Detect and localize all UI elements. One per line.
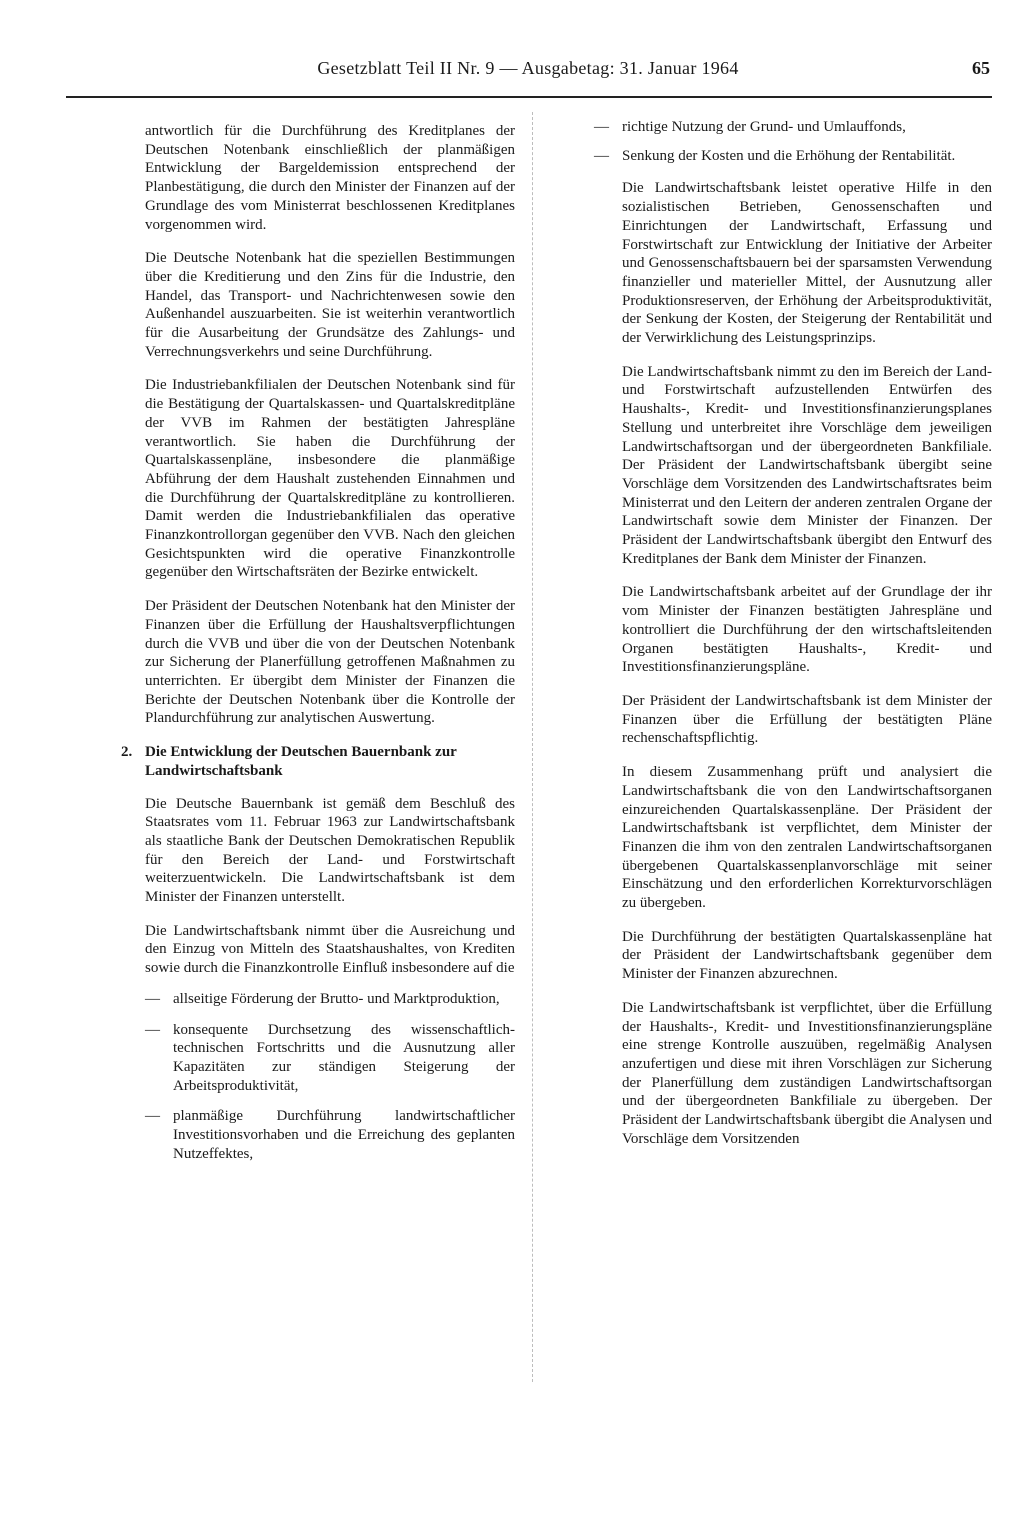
dash-bullet: — bbox=[145, 1021, 160, 1038]
paragraph: Die Deutsche Notenbank hat die speziellen Bestimmungen über die Kreditierung und den Zins für die Industrie, den Handel, das Transport- und Nachrichtenwesen sowie den Außenhandel auszuarbeiten. Sie ist weiterhin verantwortlich für die Ausarbeitung der Grundsätze des Zahlungs- und Verrechnungsverkehrs und seine Durchführung. bbox=[145, 250, 515, 360]
paragraph: antwortlich für die Durchführung des Kreditplanes der Deutschen Notenbank einschließlich der planmäßigen Entwicklung der Bargeldemission entsprechend der Planbestätigung, die durch den Minister der Finanzen auf der Grundlage des vom Ministerrat beschlossenen Kreditplanes vorgenommen wird. bbox=[145, 123, 515, 233]
dash-bullet: — bbox=[594, 147, 609, 164]
list-item bbox=[594, 118, 992, 137]
paragraph: Die Landwirtschaftsbank nimmt über die Ausreichung und den Einzug von Mitteln des Staatshaushaltes, von Krediten sowie durch die Finanzkontrolle Einfluß insbesondere auf die bbox=[145, 922, 515, 977]
paragraph: Die Deutsche Bauernbank ist gemäß dem Beschluß des Staatsrates vom 11. Februar 1963 zur Landwirtschaftsbank als staatliche Bank der Deutschen Demokratischen Republik für den Bereich der Land- und Forstwirtschaft weiterzuentwickeln. Die Landwirtschaftsbank ist dem Minister der Finanzen unterstellt. bbox=[145, 795, 515, 906]
section-heading bbox=[121, 743, 515, 780]
paragraph: Die Landwirtschaftsbank nimmt zu den im Bereich der Land- und Forstwirtschaft aufzustellenden Entwürfen des Haushalts-, Kredit- und Investitionsfinanzierungsplanes Stellung und unterbreitet ihre Vorschläge dem jeweiligen Landwirtschaftsorgan und der übergeordneten Bankfiliale. Der Präsident der Landwirtschaftsbank übergibt seine Vorschläge dem Vorsitzenden des Landwirtschaftsrates beim Ministerrat und den Leitern der anderen zentralen Organe der Landwirtschaft sowie dem Minister der Finanzen. Der Präsident der Landwirtschaftsbank übergibt den Entwurf des Kreditplanes der Bank dem Minister der Finanzen. bbox=[622, 363, 992, 567]
page-title: Gesetzblatt Teil II Nr. 9 — Ausgabetag: 31. Januar 1964 bbox=[317, 58, 739, 78]
section-number: 2. bbox=[121, 744, 133, 761]
dash-bullet: — bbox=[594, 119, 609, 135]
list-item bbox=[145, 1107, 515, 1163]
list-item bbox=[145, 1021, 515, 1096]
page-number: 65 bbox=[972, 58, 990, 78]
column-divider bbox=[532, 112, 533, 1382]
right-column bbox=[594, 118, 992, 1163]
paragraph: Die Industriebankfilialen der Deutschen Notenbank sind für die Bestätigung der Quartalskassen- und Quartalskreditpläne der VVB im Rahmen der bestätigten Jahrespläne verantwortlich. Sie haben die Durchführung der Quartalskassenpläne, insbesondere die planmäßige Abführung der dem Haushalt zustehenden Einnahmen und die Durchführung der Quartalskreditpläne zu kontrollieren. Damit werden die Industriebankfilialen das operative Finanzkontrollorgan gegenüber den VVB. Nach den gleichen Gesichtspunkten wird die operative Finanzkontrolle gegenüber den Wirtschaftsräten der Bezirke entwickelt. bbox=[145, 377, 515, 581]
list-item-text: planmäßige Durchführung landwirtschaftlicher Investitionsvorhaben und die Erreichung des geplanten Nutzeffektes, bbox=[173, 1108, 515, 1162]
paragraph: In diesem Zusammenhang prüft und analysiert die Landwirtschaftsbank die von den Landwirtschaftsorganen einzureichenden Quartalskassenpläne. Der Präsident der Landwirtschaftsbank ist verpflichtet, dem Minister der Finanzen die ihm von den zentralen Landwirtschaftsorganen übergebenen Quartalskassenplanvorschläge mit seiner Einschätzung und den erforderlichen Korrekturvorschlägen zu übergeben. bbox=[622, 764, 992, 912]
list-item bbox=[594, 147, 992, 166]
paragraph: Die Landwirtschaftsbank arbeitet auf der Grundlage der ihr vom Minister der Finanzen bestätigten Jahrespläne und kontrolliert die Durchführung der den wirtschaftsleitenden Organen bestätigten Haushalts-, Kredit- und Investitionsfinanzierungspläne. bbox=[622, 584, 992, 676]
list-item-text: konsequente Durchsetzung des wissenschaftlich-technischen Fortschritts und die Ausnutzung aller Kapazitäten zur ständigen Steigerung der Arbeitsproduktivität, bbox=[173, 1021, 515, 1094]
page-header bbox=[66, 58, 990, 88]
paragraph: Die Landwirtschaftsbank ist verpflichtet, über die Erfüllung der Haushalts-, Kredit- und Investitionsfinanzierungspläne eine strenge Kontrolle auszuüben, regelmäßig Analysen anzufertigen und diese mit ihren Vorschlägen zur Sicherung der Planerfüllung dem zuständigen Landwirtschaftsorgan und der übergeordneten Bankfiliale zu übergeben. Der Präsident der Landwirtschaftsbank übergibt die Analysen und Vorschläge dem Vorsitzenden bbox=[622, 999, 992, 1147]
dash-bullet: — bbox=[145, 1108, 160, 1125]
left-column bbox=[121, 122, 515, 1175]
paragraph: Der Präsident der Landwirtschaftsbank ist dem Minister der Finanzen über die Erfüllung der bestätigten Pläne rechenschaftspflichtig. bbox=[622, 692, 992, 747]
list-item-text: allseitige Förderung der Brutto- und Marktproduktion, bbox=[173, 990, 500, 1007]
dash-list bbox=[594, 118, 992, 165]
list-item-text: richtige Nutzung der Grund- und Umlauffonds, bbox=[622, 119, 906, 135]
dash-bullet: — bbox=[145, 990, 160, 1007]
list-item-text: Senkung der Kosten und die Erhöhung der Rentabilität. bbox=[622, 147, 956, 164]
paragraph: Die Durchführung der bestätigten Quartalskassenpläne hat der Präsident der Landwirtschaftsbank gegenüber dem Minister der Finanzen abzurechnen. bbox=[622, 928, 992, 983]
section-heading-text: Die Entwicklung der Deutschen Bauernbank zur Landwirtschaftsbank bbox=[145, 744, 457, 779]
paragraph: Die Landwirtschaftsbank leistet operative Hilfe in den sozialistischen Betrieben, Genossenschaften und Einrichtungen der Landwirtschaft, Erfassung und Forstwirtschaft zur Entwicklung der Initiative der Arbeiter und Genossenschaftsbauern bei der sparsamsten Verwendung finanzieller und materieller Mittel, der Ausnutzung aller Produktionsreserven, der Erhöhung der Arbeitsproduktivität, der Senkung der Kosten, der Steigerung der Rentabilität und der Verwirklichung des Leistungsprinzips. bbox=[622, 180, 992, 347]
header-rule bbox=[66, 96, 992, 98]
list-item bbox=[145, 990, 515, 1009]
paragraph: Der Präsident der Deutschen Notenbank hat den Minister der Finanzen über die Erfüllung der Haushaltsverpflichtungen durch die VVB und über die von der Deutschen Notenbank zur Sicherung der Planerfüllung getroffenen Maßnahmen zu unterrichten. Er übergibt dem Minister der Finanzen die Berichte der Deutschen Notenbank über die Kontrolle der Plandurchführung zur analytischen Auswertung. bbox=[145, 598, 515, 727]
